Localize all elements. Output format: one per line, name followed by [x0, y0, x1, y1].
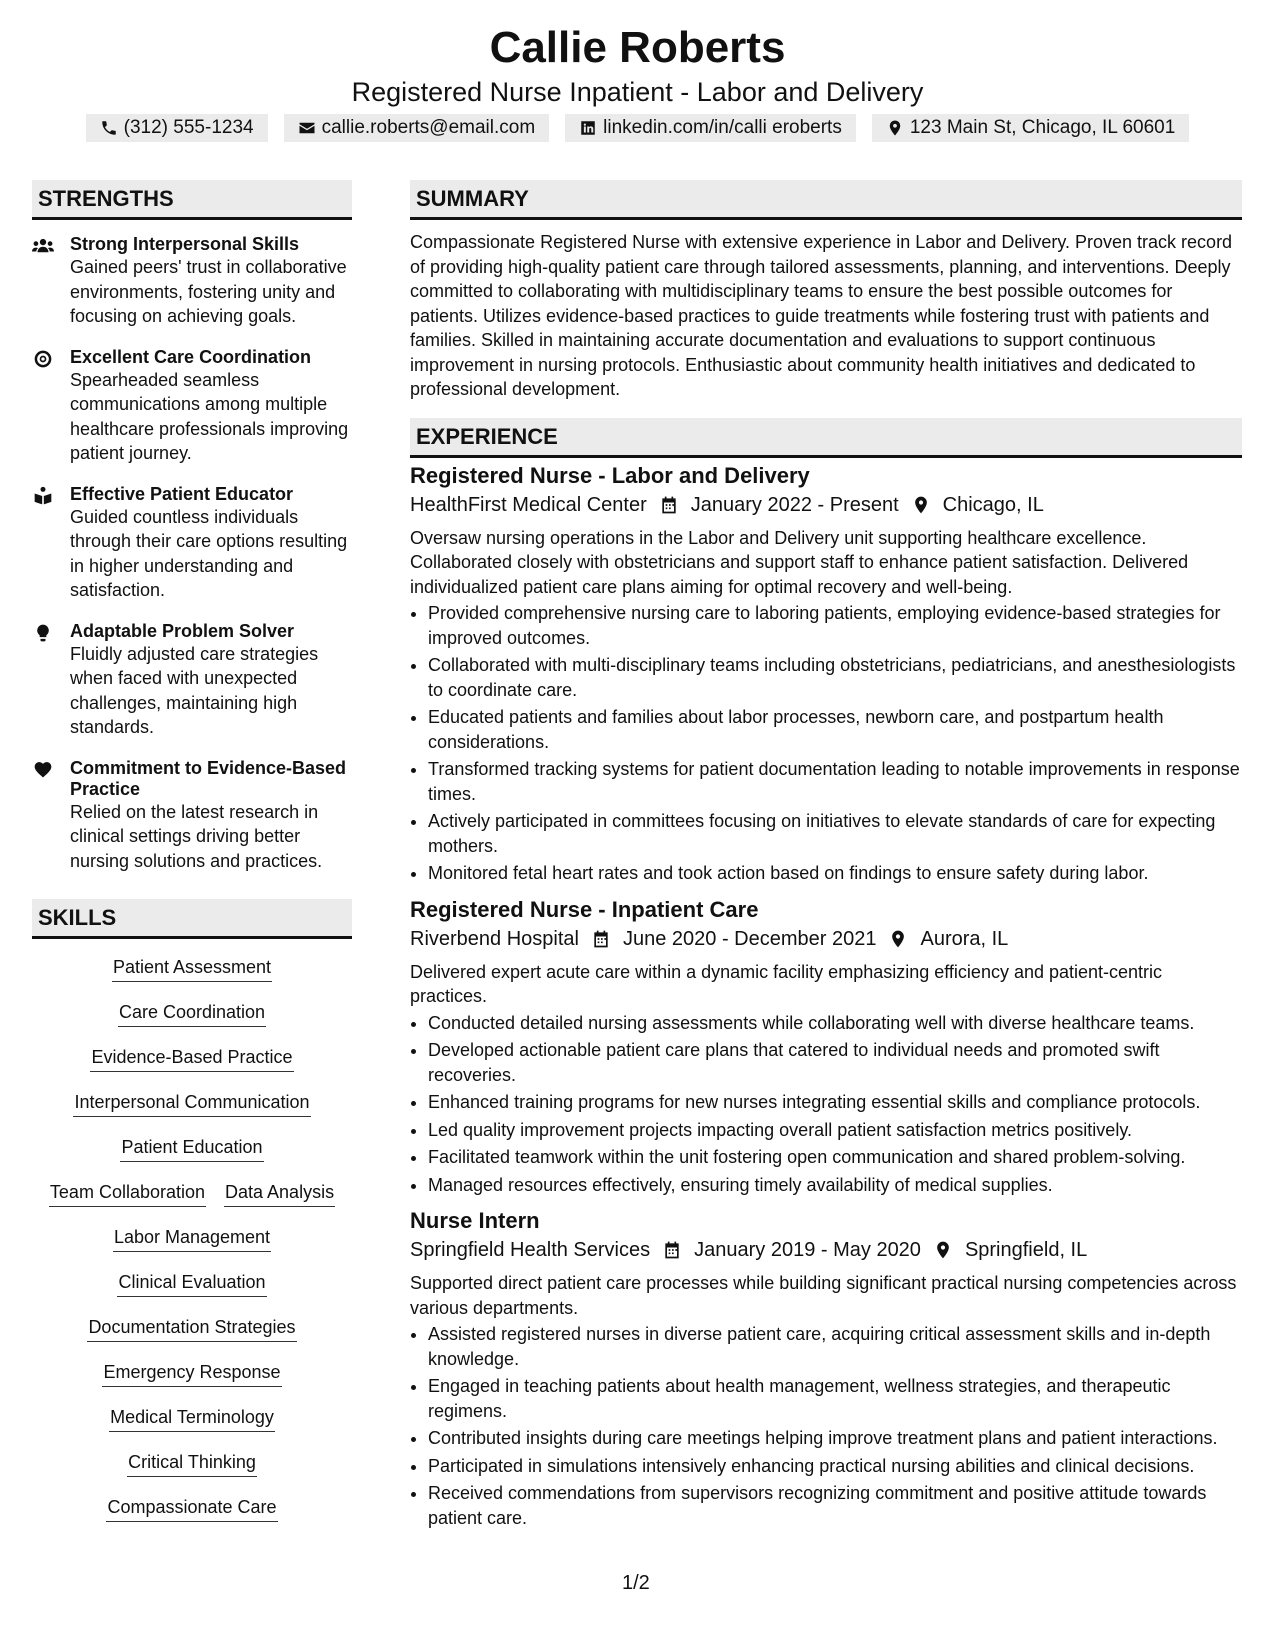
map-pin-icon	[886, 119, 904, 137]
strength-title: Effective Patient Educator	[70, 483, 294, 504]
strengths-list	[32, 230, 352, 873]
job-location: Springfield, IL	[964, 1239, 1088, 1261]
strength-title: Strong Interpersonal Skills	[70, 234, 300, 254]
strength-description: Fluidly adjusted care strategies when faced with unexpected challenges, maintaining high standards.	[70, 643, 319, 737]
job-bullet: • Conducted detailed nursing assessments while collaborating well with diverse healthcare teams.	[428, 1011, 1242, 1036]
job-bullet: • Facilitated teamwork within the unit fostering open communication and shared problem-solving.	[428, 1145, 1242, 1170]
book-reader-icon	[32, 484, 70, 603]
strength-title: Commitment to Evidence-Based Practice	[70, 757, 347, 799]
linkedin-icon	[579, 119, 597, 137]
resume-header	[0, 0, 1275, 142]
job-bullet: • Led quality improvement projects impacting overall patient satisfaction metrics positively.	[428, 1118, 1242, 1143]
heart-icon	[32, 758, 70, 874]
strength-title: Excellent Care Coordination	[70, 346, 312, 367]
contact-bar	[0, 114, 1275, 142]
summary-text: Compassionate Registered Nurse with extensive experience in Labor and Delivery. Proven track record of providing high-quality patient care through tailored assessments, planning, and interventions. Deeply committed to collaborating with multidisciplinary teams to ensure the best possible outcomes for patients. Utilizes evidence-based practices to guide treatments while fostering trust with patients and families. Skilled in maintaining accurate documentation and evaluations to support continuous improvement in nursing protocols. Enthusiastic about community health initiatives and dedicated to professional development.	[410, 232, 1233, 399]
strength-description: Spearheaded seamless communications among multiple healthcare professionals improving patient journey.	[70, 369, 349, 463]
job-bullet: • Actively participated in committees focusing on initiatives to elevate standards of care for expecting mothers.	[428, 809, 1242, 858]
job-bullet: • Collaborated with multi-disciplinary teams including obstetricians, pediatricians, and anesthesiologists to coordinate care.	[428, 653, 1242, 702]
calendar-icon	[591, 928, 613, 950]
lightbulb-icon	[32, 621, 70, 740]
job-bullet: • Enhanced training programs for new nurses integrating essential skills and compliance protocols.	[428, 1090, 1242, 1115]
strength-item	[32, 484, 352, 603]
strength-description: Guided countless individuals through their care options resulting in higher understanding and satisfaction.	[70, 506, 348, 600]
job-title: Registered Nurse - Inpatient Care	[410, 896, 759, 922]
job-dates: January 2019 - May 2020	[694, 1239, 921, 1261]
candidate-name: Callie Roberts	[489, 23, 786, 72]
contact-linkedin[interactable]	[565, 114, 856, 142]
left-column	[32, 180, 352, 1540]
strength-title: Adaptable Problem Solver	[70, 620, 295, 641]
job-description: Oversaw nursing operations in the Labor and Delivery unit supporting healthcare excellence. Collaborated closely with obstetricians and support staff to enhance patient satisfaction. Delivered individualized patient care plans aiming for optimal recovery and well-being.	[410, 527, 1189, 597]
job-company: HealthFirst Medical Center	[410, 493, 647, 516]
contact-email[interactable]	[284, 114, 550, 142]
job-meta	[410, 924, 1242, 954]
skill-tag: Data Analysis	[224, 1180, 335, 1207]
strength-description: Gained peers' trust in collaborative environments, fostering unity and focusing on achieving goals.	[70, 257, 347, 326]
job-bullet: • Developed actionable patient care plans that catered to individual needs and promoted swift recoveries.	[428, 1038, 1242, 1087]
contact-address-text: 123 Main St, Chicago, IL 60601	[909, 117, 1176, 138]
job-meta	[410, 490, 1242, 520]
experience-heading: EXPERIENCE	[410, 418, 1242, 458]
job-entry	[410, 896, 1242, 1198]
job-bullet: • Received commendations from supervisors recognizing commitment and positive attitude towards patient care.	[428, 1481, 1242, 1530]
strength-item	[32, 347, 352, 466]
skills-heading: SKILLS	[32, 899, 352, 939]
skill-tag: Labor Management	[113, 1225, 271, 1252]
map-pin-icon	[933, 1239, 955, 1261]
contact-phone	[86, 114, 268, 142]
phone-icon	[100, 119, 118, 137]
job-meta	[410, 1235, 1242, 1265]
calendar-icon	[659, 494, 681, 516]
job-bullets	[410, 601, 1242, 886]
job-bullet: • Transformed tracking systems for patient documentation leading to notable improvements in response times.	[428, 757, 1242, 806]
job-bullets	[410, 1011, 1242, 1198]
skill-tag: Critical Thinking	[127, 1450, 257, 1477]
map-pin-icon	[888, 928, 910, 950]
job-bullets	[410, 1322, 1242, 1530]
skill-tag: Evidence-Based Practice	[90, 1045, 293, 1072]
skills-list	[32, 949, 352, 1540]
strength-item	[32, 621, 352, 740]
job-location: Chicago, IL	[942, 493, 1044, 516]
job-description: Supported direct patient care processes while building significant practical nursing competencies across various departments.	[410, 1273, 1237, 1318]
envelope-icon	[298, 119, 316, 137]
contact-linkedin-text[interactable]: linkedin.com/in/calli eroberts	[603, 117, 842, 138]
contact-email-text[interactable]: callie.roberts@email.com	[321, 117, 536, 138]
job-company: Springfield Health Services	[410, 1239, 651, 1261]
job-dates: January 2022 - Present	[690, 493, 899, 516]
job-bullet: • Participated in simulations intensively enhancing practical nursing abilities and clinical decisions.	[428, 1454, 1242, 1479]
summary-heading: SUMMARY	[410, 180, 1242, 220]
skill-tag: Emergency Response	[102, 1360, 281, 1387]
right-column	[410, 180, 1242, 1540]
job-bullet: • Engaged in teaching patients about health management, wellness strategies, and therapeutic regimens.	[428, 1374, 1242, 1423]
target-icon	[32, 347, 70, 466]
job-entry	[410, 462, 1242, 886]
job-dates: June 2020 - December 2021	[622, 927, 877, 950]
skill-tag: Care Coordination	[118, 1000, 266, 1027]
strength-description: Relied on the latest research in clinical settings driving better nursing solutions and practices.	[70, 801, 323, 871]
job-title: Nurse Intern	[410, 1208, 540, 1233]
strength-item	[32, 758, 352, 874]
job-company: Riverbend Hospital	[410, 927, 579, 950]
contact-address	[872, 114, 1189, 142]
job-bullet: • Monitored fetal heart rates and took action based on findings to ensure safety during labor.	[428, 861, 1242, 886]
calendar-icon	[662, 1239, 684, 1261]
job-bullet: • Assisted registered nurses in diverse patient care, acquiring critical assessment skills and in-depth knowledge.	[428, 1322, 1242, 1371]
job-description: Delivered expert acute care within a dynamic facility emphasizing efficiency and patient-centric practices.	[410, 961, 1163, 1006]
skill-tag: Team Collaboration	[49, 1180, 206, 1207]
strengths-heading: STRENGTHS	[32, 180, 352, 220]
skill-tag: Interpersonal Communication	[73, 1090, 310, 1117]
job-bullet: • Managed resources effectively, ensuring timely availability of medical supplies.	[428, 1173, 1242, 1198]
job-bullet: • Educated patients and families about labor processes, newborn care, and postpartum health considerations.	[428, 705, 1242, 754]
job-bullet: • Provided comprehensive nursing care to laboring patients, employing evidence-based strategies for improved outcomes.	[428, 601, 1242, 650]
contact-phone-text: (312) 555-1234	[123, 117, 254, 138]
users-icon	[32, 234, 70, 329]
skill-tag: Medical Terminology	[109, 1405, 275, 1432]
job-entry	[410, 1207, 1242, 1530]
job-location: Aurora, IL	[920, 927, 1009, 950]
job-title: Registered Nurse - Labor and Delivery	[410, 462, 810, 488]
skill-tag: Patient Assessment	[112, 955, 272, 982]
map-pin-icon	[911, 494, 933, 516]
candidate-title: Registered Nurse Inpatient - Labor and Delivery	[351, 77, 924, 107]
skill-tag: Compassionate Care	[106, 1495, 277, 1522]
skill-tag: Documentation Strategies	[87, 1315, 296, 1342]
job-bullet: • Contributed insights during care meetings helping improve treatment plans and patient interactions.	[428, 1426, 1242, 1451]
page-number: 1/2	[622, 1572, 650, 1594]
skill-tag: Clinical Evaluation	[117, 1270, 266, 1297]
skill-tag: Patient Education	[120, 1135, 263, 1162]
strength-item	[32, 234, 352, 329]
